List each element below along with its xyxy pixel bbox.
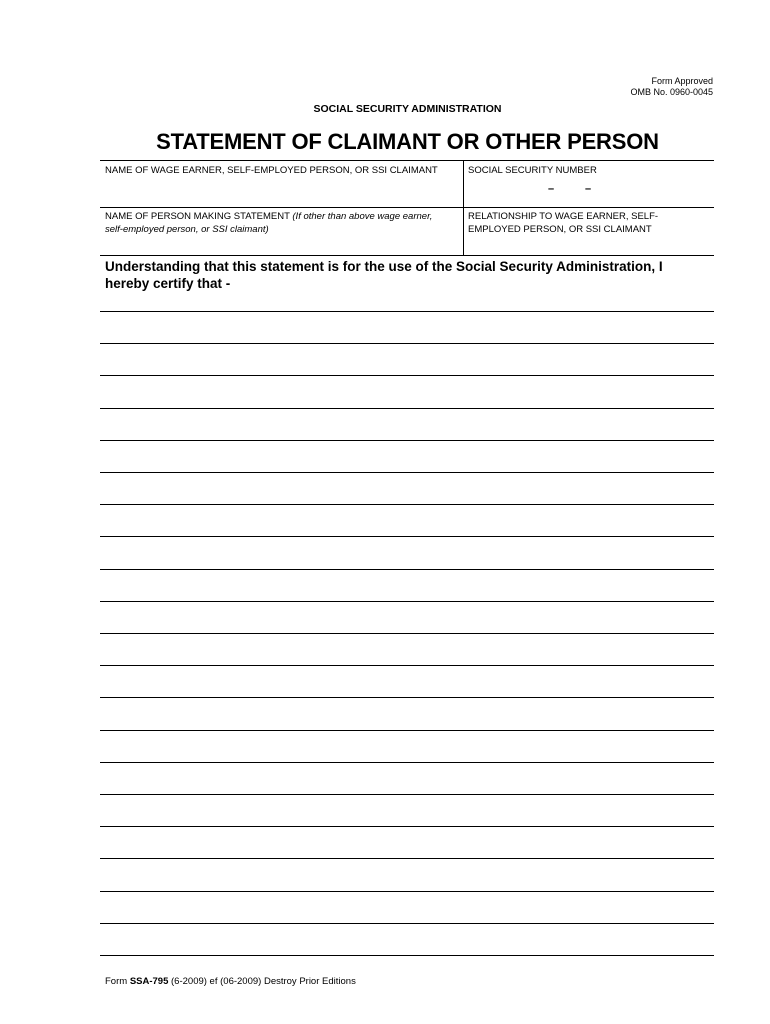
writing-line[interactable] xyxy=(100,408,714,409)
writing-line[interactable] xyxy=(100,730,714,731)
form-approved-block xyxy=(630,76,713,98)
table-column-divider xyxy=(463,160,464,256)
writing-line[interactable] xyxy=(100,762,714,763)
writing-line[interactable] xyxy=(100,923,714,924)
writing-line[interactable] xyxy=(100,536,714,537)
form-approved-text: Form Approved xyxy=(651,76,713,86)
writing-line[interactable] xyxy=(100,794,714,795)
writing-line[interactable] xyxy=(100,375,714,376)
writing-line[interactable] xyxy=(100,440,714,441)
writing-line[interactable] xyxy=(100,891,714,892)
footer-suffix: (6-2009) ef (06-2009) Destroy Prior Editions xyxy=(168,976,356,987)
writing-line[interactable] xyxy=(100,343,714,344)
certification-statement: Understanding that this statement is for the use of the Social Security Administration, I hereby certify that - xyxy=(105,259,663,291)
wage-earner-name-label: NAME OF WAGE EARNER, SELF-EMPLOYED PERSON, OR SSI CLAIMANT xyxy=(105,165,438,176)
omb-number: OMB No. 0960-0045 xyxy=(630,87,713,97)
writing-line[interactable] xyxy=(100,858,714,859)
person-label-note-2: self-employed person, or SSI claimant) xyxy=(105,224,269,235)
writing-line[interactable] xyxy=(100,601,714,602)
agency-name: SOCIAL SECURITY ADMINISTRATION xyxy=(313,103,502,115)
table-top-border xyxy=(100,160,714,161)
ssn-label: SOCIAL SECURITY NUMBER xyxy=(468,165,597,176)
writing-line[interactable] xyxy=(100,472,714,473)
writing-line[interactable] xyxy=(100,697,714,698)
person-label-main: NAME OF PERSON MAKING STATEMENT xyxy=(105,211,290,222)
form-title: STATEMENT OF CLAIMANT OR OTHER PERSON xyxy=(156,129,659,154)
ssn-dash-2: – xyxy=(585,183,592,195)
writing-line[interactable] xyxy=(100,633,714,634)
person-making-statement-label xyxy=(105,210,461,236)
writing-line[interactable] xyxy=(100,826,714,827)
person-label-note: (If other than above wage earner, xyxy=(292,211,433,222)
relationship-label-line-2: EMPLOYED PERSON, OR SSI CLAIMANT xyxy=(468,224,652,235)
ssn-dash-1: – xyxy=(548,183,555,195)
writing-line[interactable] xyxy=(100,665,714,666)
relationship-label-line-1: RELATIONSHIP TO WAGE EARNER, SELF- xyxy=(468,211,659,222)
writing-line[interactable] xyxy=(100,504,714,505)
relationship-label xyxy=(468,210,658,236)
writing-line[interactable] xyxy=(100,955,714,956)
table-middle-border xyxy=(100,207,714,208)
writing-line[interactable] xyxy=(100,311,714,312)
footer-prefix: Form xyxy=(105,976,130,987)
form-footer xyxy=(105,976,356,987)
footer-form-number: SSA-795 xyxy=(129,976,169,987)
table-bottom-border xyxy=(100,255,714,256)
writing-line[interactable] xyxy=(100,569,714,570)
